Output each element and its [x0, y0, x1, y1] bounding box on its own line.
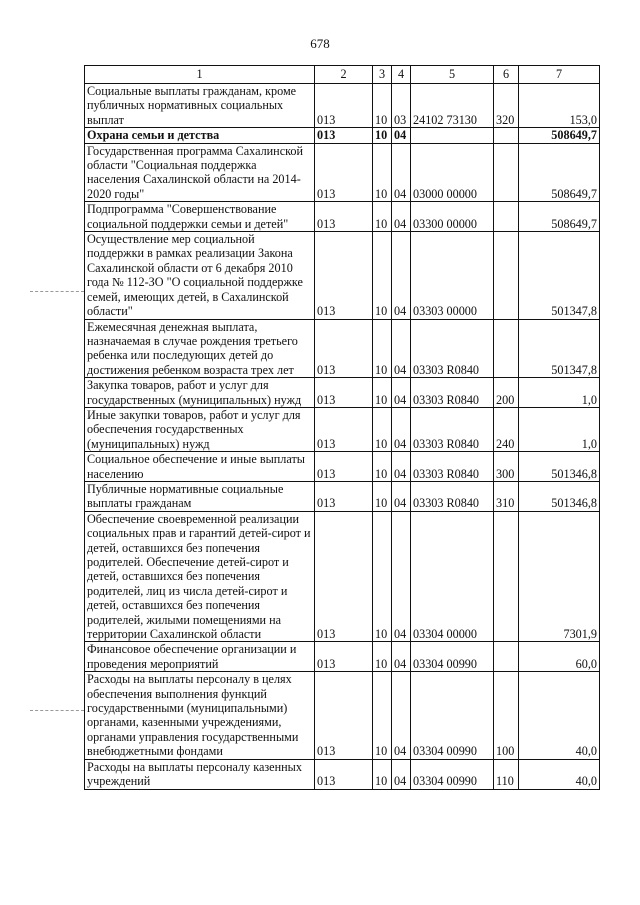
scan-line-artifact: [30, 710, 84, 711]
row-ministry: 013: [315, 672, 373, 759]
row-amount: 508649,7: [519, 202, 600, 232]
row-type: [494, 232, 519, 319]
row-name: Подпрограмма "Совершенствование социальной поддержки семьи и детей": [85, 202, 315, 232]
row-section: 10: [373, 407, 392, 451]
row-amount: 1,0: [519, 407, 600, 451]
row-section: 10: [373, 319, 392, 378]
row-type: [494, 143, 519, 202]
row-target: 03304 00990: [411, 672, 494, 759]
row-ministry: 013: [315, 202, 373, 232]
row-amount: 508649,7: [519, 143, 600, 202]
row-amount: 40,0: [519, 672, 600, 759]
row-type: 100: [494, 672, 519, 759]
row-target: 03300 00000: [411, 202, 494, 232]
row-target: 03303 R0840: [411, 319, 494, 378]
row-subsection: 04: [392, 232, 411, 319]
row-ministry: 013: [315, 481, 373, 511]
row-subsection: 04: [392, 759, 411, 789]
row-type: 240: [494, 407, 519, 451]
row-target: 03303 00000: [411, 232, 494, 319]
row-name: Социальные выплаты гражданам, кроме публичных нормативных социальных выплат: [85, 84, 315, 128]
header-col-2: 2: [315, 66, 373, 84]
table-row: [85, 759, 600, 789]
row-amount: 153,0: [519, 84, 600, 128]
row-ministry: 013: [315, 143, 373, 202]
row-amount: 501347,8: [519, 319, 600, 378]
row-subsection: 03: [392, 84, 411, 128]
table-row: [85, 481, 600, 511]
header-col-4: 4: [392, 66, 411, 84]
row-section: 10: [373, 143, 392, 202]
budget-table: [84, 65, 600, 790]
row-amount: 508649,7: [519, 128, 600, 143]
row-target: 03000 00000: [411, 143, 494, 202]
header-col-3: 3: [373, 66, 392, 84]
header-col-5: 5: [411, 66, 494, 84]
header-col-1: 1: [85, 66, 315, 84]
row-type: 320: [494, 84, 519, 128]
row-name: Осуществление мер социальной поддержки в рамках реализации Закона Сахалинской области от 6 декабря 2010 года № 112-ЗО "О социальной поддержке семей, имеющих детей, в Сахалинской области": [85, 232, 315, 319]
row-name: Охрана семьи и детства: [85, 128, 315, 143]
table-row: [85, 511, 600, 642]
row-ministry: 013: [315, 642, 373, 672]
header-col-6: 6: [494, 66, 519, 84]
row-subsection: 04: [392, 319, 411, 378]
table-row: [85, 128, 600, 143]
table-row: [85, 452, 600, 482]
row-target: 03303 R0840: [411, 378, 494, 408]
row-name: Социальное обеспечение и иные выплаты населению: [85, 452, 315, 482]
table-row: [85, 319, 600, 378]
row-subsection: 04: [392, 407, 411, 451]
row-type: [494, 202, 519, 232]
row-section: 10: [373, 511, 392, 642]
row-section: 10: [373, 202, 392, 232]
row-type: [494, 319, 519, 378]
row-name: Иные закупки товаров, работ и услуг для обеспечения государственных (муниципальных) нужд: [85, 407, 315, 451]
row-amount: 501346,8: [519, 481, 600, 511]
row-subsection: 04: [392, 511, 411, 642]
row-type: [494, 642, 519, 672]
row-target: 03304 00000: [411, 511, 494, 642]
row-subsection: 04: [392, 143, 411, 202]
row-subsection: 04: [392, 128, 411, 143]
row-ministry: 013: [315, 378, 373, 408]
row-section: 10: [373, 378, 392, 408]
row-target: 03304 00990: [411, 759, 494, 789]
row-name: Обеспечение своевременной реализации социальных прав и гарантий детей-сирот и детей, оставшихся без попечения родителей. Обеспечение детей-сирот и детей, оставшихся без попечения родителей, лиц из числа детей-сирот и детей, оставшихся без попечения родителей, жилыми помещениями на территории Сахалинской области: [85, 511, 315, 642]
page-number: 678: [310, 36, 330, 51]
row-type: 300: [494, 452, 519, 482]
row-target: 03303 R0840: [411, 407, 494, 451]
row-ministry: 013: [315, 759, 373, 789]
row-subsection: 04: [392, 642, 411, 672]
table-row: [85, 143, 600, 202]
row-amount: 501347,8: [519, 232, 600, 319]
row-type: [494, 128, 519, 143]
row-subsection: 04: [392, 378, 411, 408]
row-section: 10: [373, 642, 392, 672]
row-amount: 7301,9: [519, 511, 600, 642]
row-section: 10: [373, 759, 392, 789]
row-name: Расходы на выплаты персоналу казенных учреждений: [85, 759, 315, 789]
row-ministry: 013: [315, 319, 373, 378]
table-row: [85, 84, 600, 128]
row-ministry: 013: [315, 84, 373, 128]
row-subsection: 04: [392, 202, 411, 232]
row-amount: 1,0: [519, 378, 600, 408]
row-name: Закупка товаров, работ и услуг для государственных (муниципальных) нужд: [85, 378, 315, 408]
row-name: Финансовое обеспечение организации и проведения мероприятий: [85, 642, 315, 672]
table-row: [85, 378, 600, 408]
table-row: [85, 407, 600, 451]
row-section: 10: [373, 232, 392, 319]
table-row: [85, 672, 600, 759]
row-name: Государственная программа Сахалинской области "Социальная поддержка населения Сахалинской области на 2014-2020 годы": [85, 143, 315, 202]
row-type: 110: [494, 759, 519, 789]
row-ministry: 013: [315, 452, 373, 482]
table-row: [85, 232, 600, 319]
row-name: Публичные нормативные социальные выплаты гражданам: [85, 481, 315, 511]
row-subsection: 04: [392, 481, 411, 511]
table-row: [85, 642, 600, 672]
row-target: 24102 73130: [411, 84, 494, 128]
table-row: [85, 202, 600, 232]
row-amount: 40,0: [519, 759, 600, 789]
scan-line-artifact: [30, 291, 84, 292]
row-target: 03304 00990: [411, 642, 494, 672]
row-section: 10: [373, 672, 392, 759]
row-target: [411, 128, 494, 143]
row-target: 03303 R0840: [411, 481, 494, 511]
row-ministry: 013: [315, 511, 373, 642]
row-ministry: 013: [315, 232, 373, 319]
row-type: [494, 511, 519, 642]
row-section: 10: [373, 481, 392, 511]
row-section: 10: [373, 128, 392, 143]
row-type: 310: [494, 481, 519, 511]
row-ministry: 013: [315, 128, 373, 143]
row-section: 10: [373, 452, 392, 482]
row-amount: 60,0: [519, 642, 600, 672]
row-amount: 501346,8: [519, 452, 600, 482]
header-col-7: 7: [519, 66, 600, 84]
row-subsection: 04: [392, 452, 411, 482]
row-target: 03303 R0840: [411, 452, 494, 482]
row-type: 200: [494, 378, 519, 408]
row-subsection: 04: [392, 672, 411, 759]
row-name: Ежемесячная денежная выплата, назначаемая в случае рождения третьего ребенка или последующих детей до достижения ребенком возраста трех лет: [85, 319, 315, 378]
row-section: 10: [373, 84, 392, 128]
header-row: [85, 66, 600, 84]
row-ministry: 013: [315, 407, 373, 451]
row-name: Расходы на выплаты персоналу в целях обеспечения выполнения функций государственными (муниципальными) органами, казенными учреждениями, органами управления государственными внебюджетными фондами: [85, 672, 315, 759]
